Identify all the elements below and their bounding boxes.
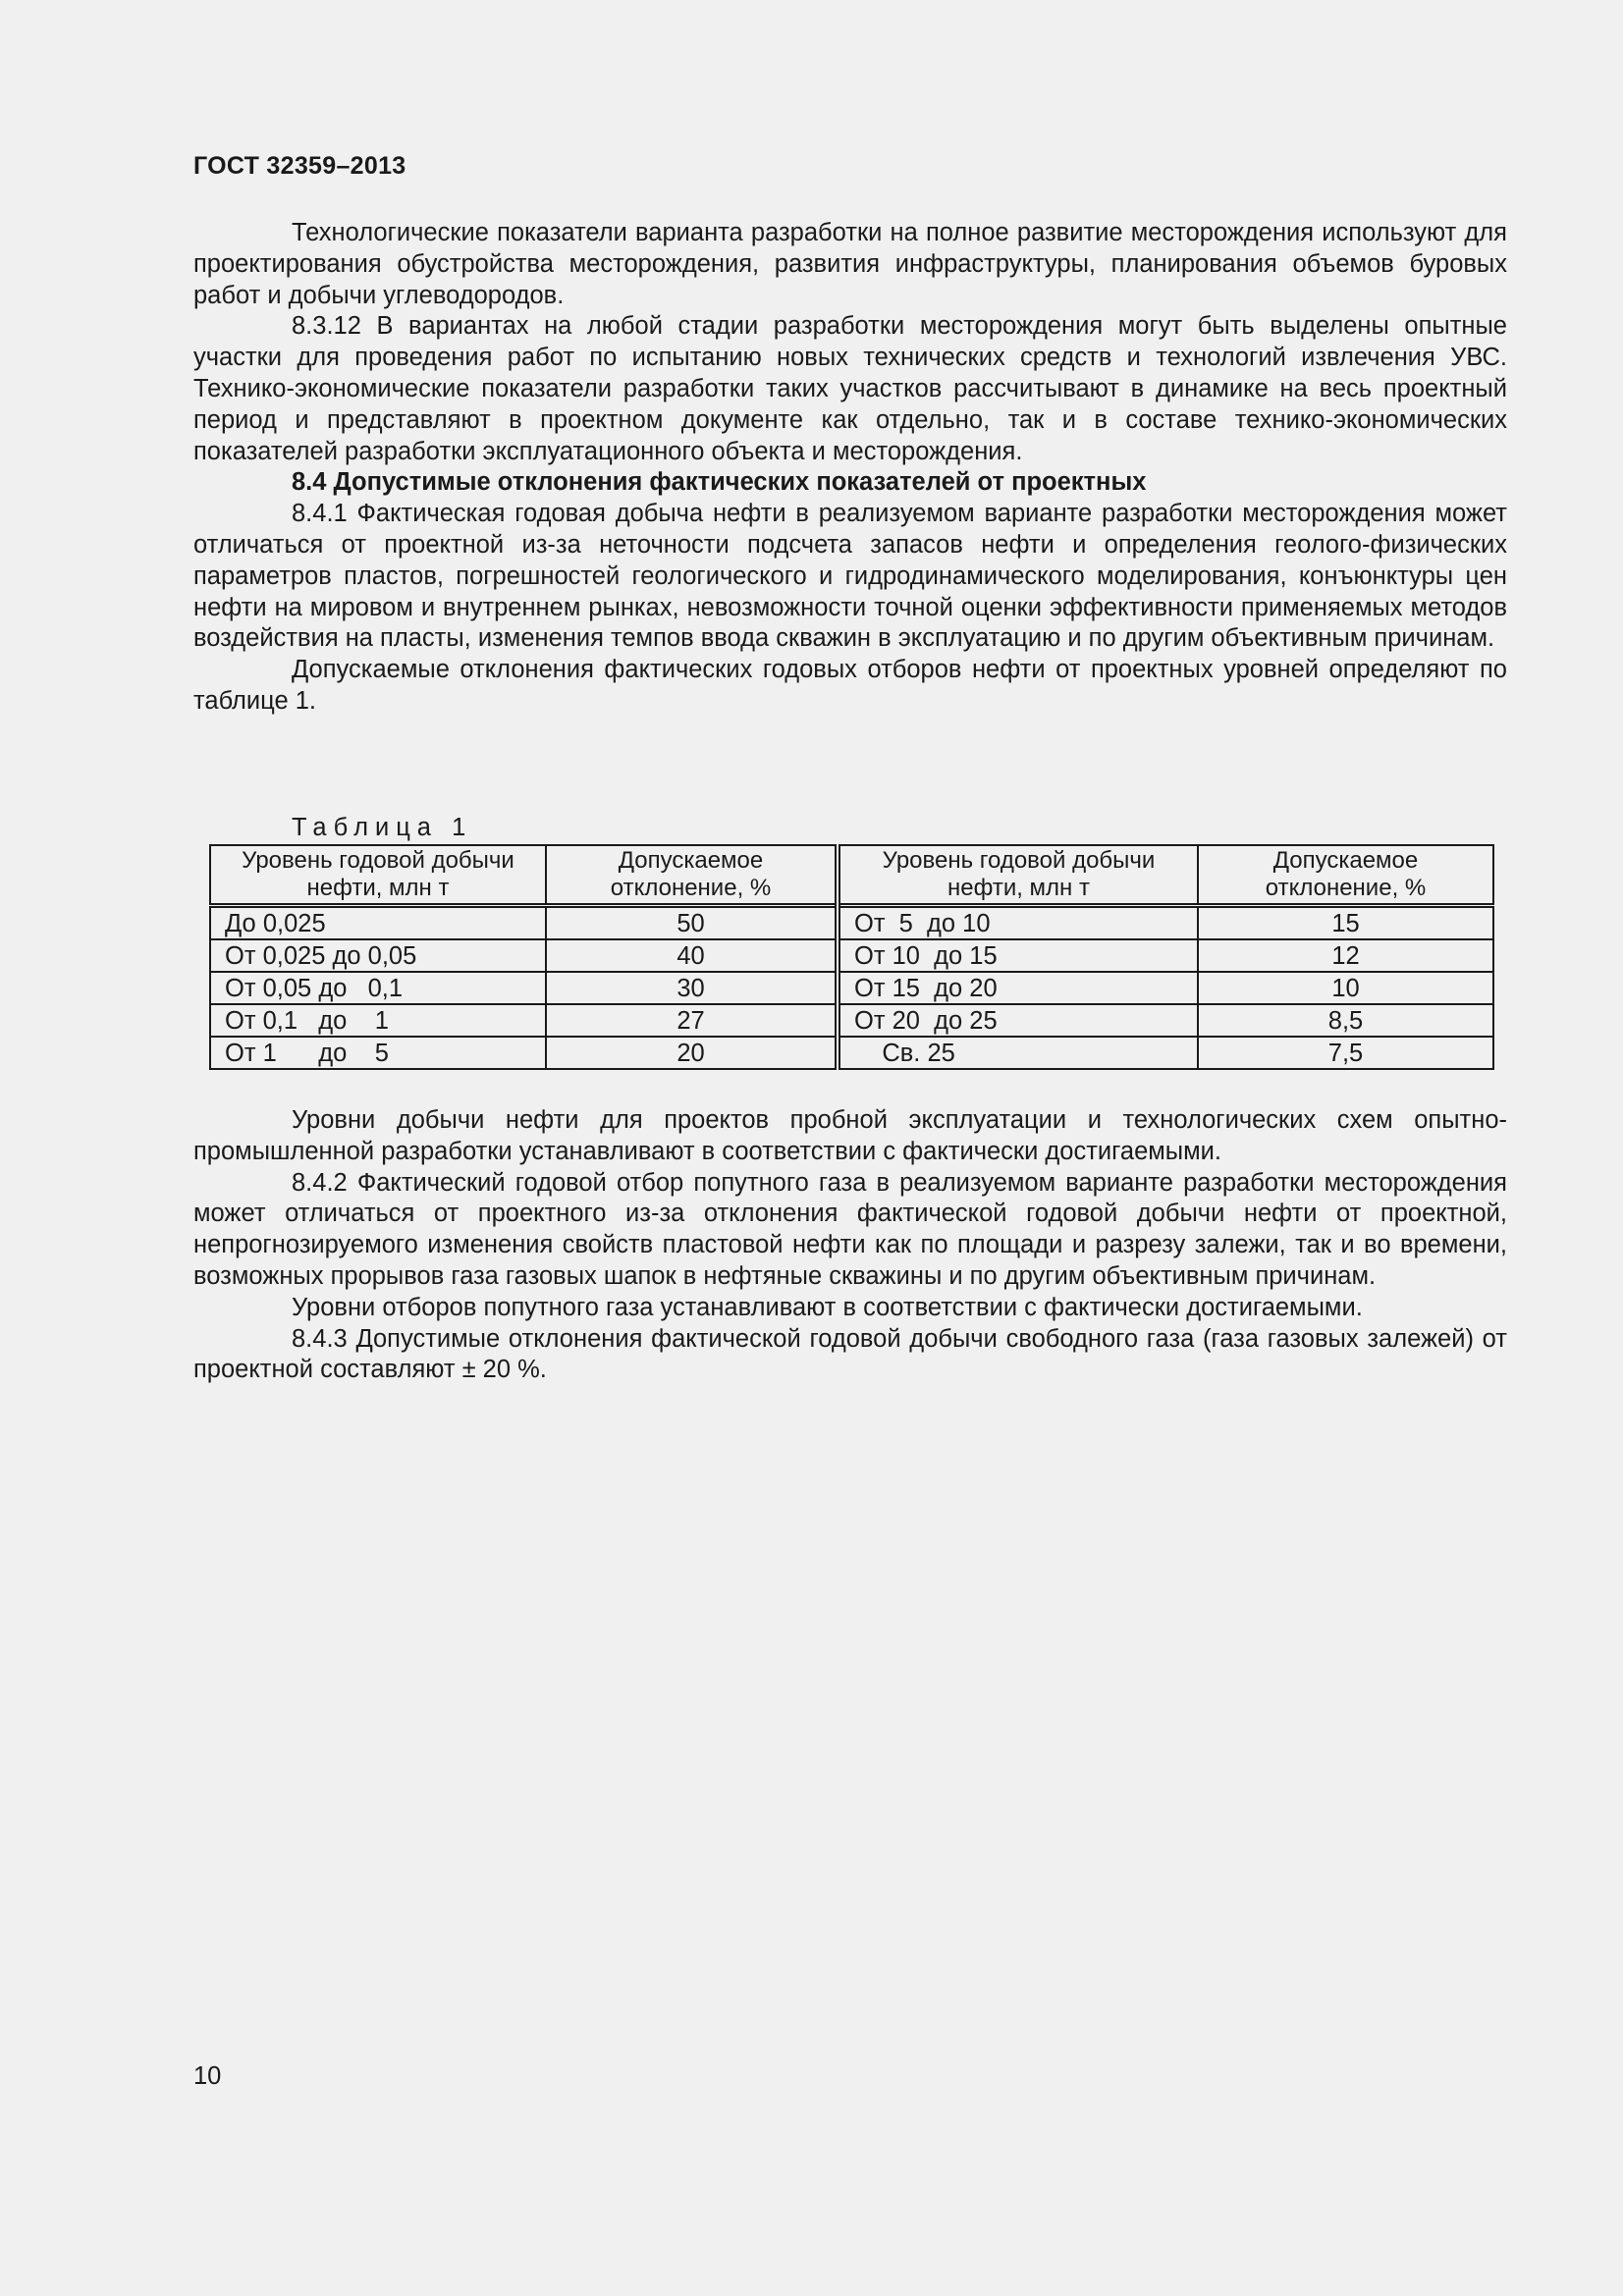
table-header-cell: Уровень годовой добычи нефти, млн т [210, 845, 546, 906]
table-cell: От 20 до 25 [838, 1004, 1198, 1037]
table-row [210, 1037, 1493, 1069]
table-header-row [210, 845, 1493, 906]
section-heading-8-4: 8.4 Допустимые отклонения фактических показателей от проектных [292, 468, 1147, 497]
table-cell: От 1 до 5 [210, 1037, 546, 1069]
table-cell: От 0,1 до 1 [210, 1004, 546, 1037]
paragraph-8-4-1: 8.4.1 Фактическая годовая добыча нефти в реализуемом варианте разработки месторождения может отличаться от проектной из-за неточности подсчета запасов нефти и определения геолого-физических параметров пластов, погрешностей геологического и гидродинамического моделирования, конъюнктуры цен нефти на мировом и внутреннем рынках, невозможности точной оценки эффективности применяемых методов воздействия на пласты, изменения темпов ввода скважин в эксплуатацию и по другим объективным причинам. [193, 500, 1507, 653]
table-cell: 12 [1198, 939, 1493, 972]
table-cell: От 0,025 до 0,05 [210, 939, 546, 972]
table-header-cell: Допускаемое отклонение, % [1198, 845, 1493, 906]
table-header-cell: Допускаемое отклонение, % [546, 845, 838, 906]
table-row [210, 906, 1493, 940]
paragraph: Допускаемые отклонения фактических годовых отборов нефти от проектных уровней определяют по таблице 1. [193, 656, 1507, 715]
deviation-table [209, 844, 1494, 1070]
table-cell: От 10 до 15 [838, 939, 1198, 972]
table-cell: 7,5 [1198, 1037, 1493, 1069]
paragraph-8-3-12: 8.3.12 В вариантах на любой стадии разработки месторождения могут быть выделены опытные участки для проведения работ по испытанию новых технических средств и технологий извлечения УВС. Технико-экономические показатели разработки таких участков рассчитывают в динамике на весь проектный период и представляют в проектном документе как отдельно, так и в составе технико-экономических показателей разработки эксплуатационного объекта и месторождения. [193, 312, 1507, 465]
table-cell: От 15 до 20 [838, 972, 1198, 1004]
table-caption: Таблица 1 [292, 814, 473, 841]
table-cell: 40 [546, 939, 838, 972]
table-cell: 27 [546, 1004, 838, 1037]
paragraph: Уровни добычи нефти для проектов пробной эксплуатации и технологических схем опытно-промышленной разработки устанавливают в соответствии с фактически достигаемыми. [193, 1106, 1507, 1165]
table-cell: 20 [546, 1037, 838, 1069]
paragraph: Технологические показатели варианта разработки на полное развитие месторождения используют для проектирования обустройства месторождения, развития инфраструктуры, планирования объемов буровых работ и добычи углеводородов. [193, 219, 1507, 309]
table-row [210, 972, 1493, 1004]
table-header-cell: Уровень годовой добычи нефти, млн т [838, 845, 1198, 906]
text-after-table [193, 1105, 1507, 1386]
paragraph: Уровни отборов попутного газа устанавливают в соответствии с фактически достигаемыми. [292, 1293, 1363, 1321]
document-code-header: ГОСТ 32359–2013 [193, 152, 406, 180]
table-cell: 8,5 [1198, 1004, 1493, 1037]
table-cell: 15 [1198, 906, 1493, 940]
text-before-table [193, 218, 1507, 718]
table-cell: От 0,05 до 0,1 [210, 972, 546, 1004]
table-cell: От 5 до 10 [838, 906, 1198, 940]
table-cell: До 0,025 [210, 906, 546, 940]
paragraph-8-4-2: 8.4.2 Фактический годовой отбор попутного газа в реализуемом варианте разработки месторождения может отличаться от проектного из-за отклонения фактической годовой добычи нефти от проектной, непрогнозируемого изменения свойств пластовой нефти как по площади и разрезу залежи, так и во времени, возможных прорывов газа газовых шапок в нефтяные скважины и по другим объективным причинам. [193, 1168, 1507, 1290]
table-row [210, 1004, 1493, 1037]
table-cell: Св. 25 [838, 1037, 1198, 1069]
page-number: 10 [193, 2062, 222, 2090]
paragraph-8-4-3: 8.4.3 Допустимые отклонения фактической годовой добычи свободного газа (газа газовых залежей) от проектной составляют ± 20 %. [193, 1324, 1507, 1384]
table-row [210, 939, 1493, 972]
table-cell: 50 [546, 906, 838, 940]
table-cell: 30 [546, 972, 838, 1004]
table-cell: 10 [1198, 972, 1493, 1004]
